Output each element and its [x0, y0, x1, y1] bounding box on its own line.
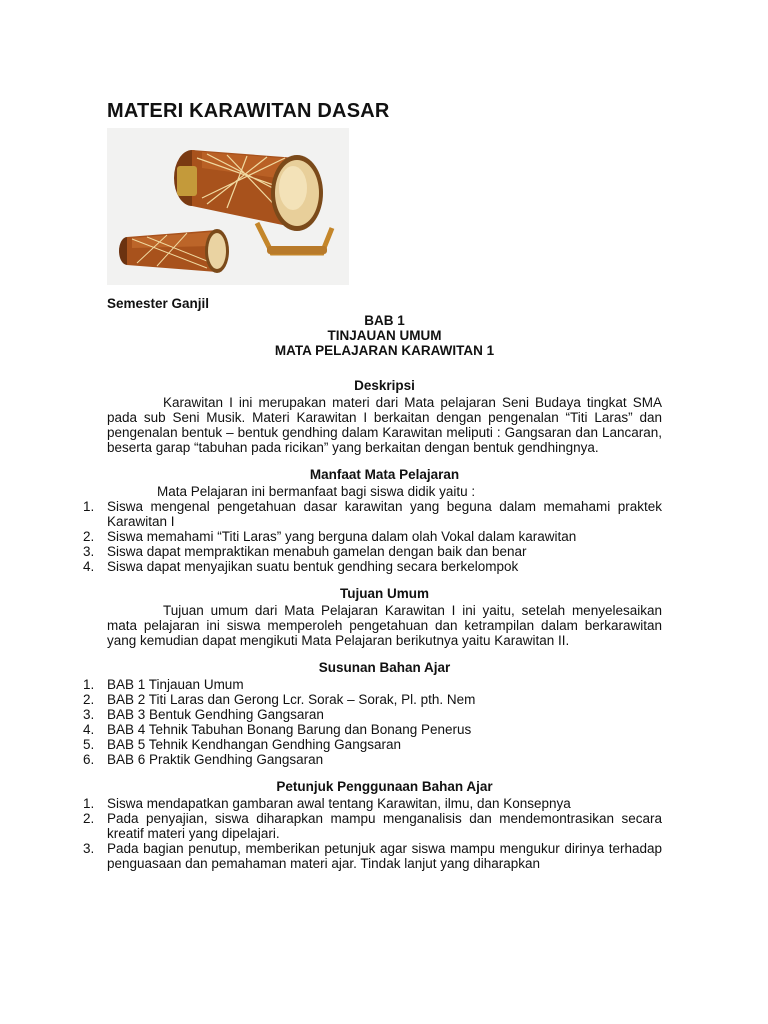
list-item: 5. BAB 5 Tehnik Kendhangan Gendhing Gangsaran	[83, 737, 401, 752]
manfaat-list	[83, 499, 662, 574]
list-item: 3. BAB 3 Bentuk Gendhing Gangsaran	[83, 707, 324, 722]
semester-label: Semester Ganjil	[107, 296, 210, 311]
document-title: MATERI KARAWITAN DASAR	[107, 100, 390, 122]
tujuan-heading: Tujuan Umum	[340, 586, 429, 601]
deskripsi-text: Karawitan I ini merupakan materi dari Mata pelajaran Seni Budaya tingkat SMA pada sub Seni Musik. Materi Karawitan I berkaitan dengan pengenalan “Titi Laras” dan pengenalan bentuk – bentuk gendhing dalam Karawitan meliputi : Gangsaran dan Lancaran, beserta garap “tabuhan pada ricikan” yang berkaitan dengan bentuk gendhingnya.	[107, 395, 662, 455]
list-item: 2. BAB 2 Titi Laras dan Gerong Lcr. Sorak – Sorak, Pl. pth. Nem	[83, 692, 476, 707]
manfaat-intro: Mata Pelajaran ini bermanfaat bagi siswa didik yaitu :	[157, 484, 476, 499]
list-item: 4. Siswa dapat menyajikan suatu bentuk gendhing secara berkelompok	[83, 559, 519, 574]
petunjuk-list	[83, 796, 662, 871]
petunjuk-heading: Petunjuk Penggunaan Bahan Ajar	[276, 779, 493, 794]
chapter-subject: MATA PELAJARAN KARAWITAN 1	[274, 343, 495, 358]
tujuan-text: Tujuan umum dari Mata Pelajaran Karawitan I ini yaitu, setelah menyelesaikan mata pelajaran ini siswa memperoleh pengetahuan dan ketrampilan dalam berkarawitan yang kemudian dapat mengikuti Mata Pelajaran berikutnya yaitu Karawitan II.	[107, 603, 662, 648]
manfaat-heading: Manfaat Mata Pelajaran	[309, 467, 460, 482]
deskripsi-heading: Deskripsi	[354, 378, 415, 393]
kendang-drums-image	[107, 128, 349, 285]
list-item: 3. Siswa dapat mempraktikan menabuh gamelan dengan baik dan benar	[83, 544, 527, 559]
list-item: 2. Siswa memahami “Titi Laras” yang berguna dalam olah Vokal dalam karawitan	[83, 529, 577, 544]
list-item: 1. Siswa mendapatkan gambaran awal tentang Karawitan, ilmu, dan Konsepnya	[83, 796, 571, 811]
list-item: 2. Pada penyajian, siswa diharapkan mampu menganalisis dan mendemontrasikan secara kreatif materi yang dipelajari.	[83, 811, 662, 841]
list-item: 1. BAB 1 Tinjauan Umum	[83, 677, 244, 692]
chapter-number: BAB 1	[364, 313, 405, 328]
susunan-list	[83, 677, 662, 767]
list-item: 3. Pada bagian penutup, memberikan petunjuk agar siswa mampu mengukur dirinya terhadap penguasaan dan pemahaman materi ajar. Tindak lanjut yang diharapkan	[83, 841, 662, 871]
chapter-name: TINJAUAN UMUM	[327, 328, 442, 343]
list-item: 6. BAB 6 Praktik Gendhing Gangsaran	[83, 752, 324, 767]
small-kendang-drum	[119, 229, 229, 273]
susunan-heading: Susunan Bahan Ajar	[318, 660, 451, 675]
list-item: 4. BAB 4 Tehnik Tabuhan Bonang Barung dan Bonang Penerus	[83, 722, 472, 737]
document-body	[83, 296, 662, 871]
kendang-drums-illustration	[107, 128, 349, 285]
list-item: 1. Siswa mengenal pengetahuan dasar karawitan yang beguna dalam memahami praktek Karawitan I	[83, 499, 662, 529]
